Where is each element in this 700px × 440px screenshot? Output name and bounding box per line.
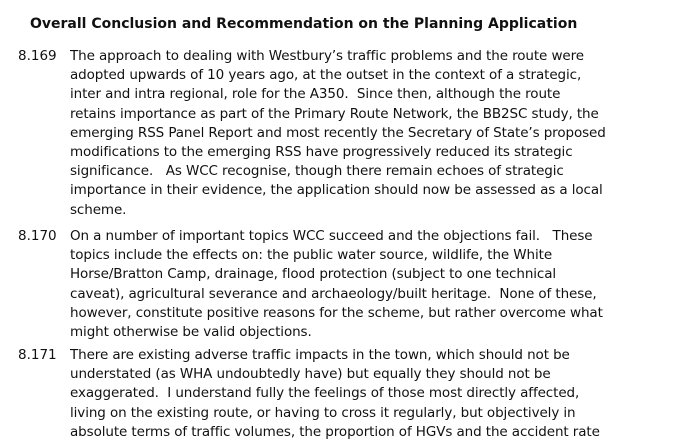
text-line: scheme. [70,201,127,218]
text-line: Horse/Bratton Camp, drainage, flood protection (subject to one technical [70,266,557,283]
text-line: modifications to the emerging RSS have progressively reduced its strategic [70,144,573,161]
text-line: understated (as WHA undoubtedly have) but equally they should not be [70,366,551,383]
section-heading: Overall Conclusion and Recommendation on the Planning Application [30,16,578,32]
text-line: On a number of important topics WCC succeed and the objections fail. These [70,228,593,244]
text-line: significance. As WCC recognise, though there remain echoes of strategic [70,163,564,180]
text-line: might otherwise be valid objections. [70,324,312,341]
text-line: emerging RSS Panel Report and most recently the Secretary of State’s proposed [70,124,606,141]
text-line: living on the existing route, or having to cross it regularly, but objectively in [70,404,576,421]
paragraph-text [70,47,695,220]
text-line: adopted upwards of 10 years ago, at the outset in the context of a strategic, [70,67,582,84]
paragraph-number: 8.169 [18,48,57,64]
text-line: caveat), agricultural severance and archaeology/built heritage. None of these, [70,285,597,302]
text-line: importance in their evidence, the application should now be assessed as a local [70,182,603,199]
text-line: retains importance as part of the Primary Route Network, the BB2SC study, the [70,105,599,122]
text-line: exaggerated. I understand fully the feelings of those most directly affected, [70,385,580,402]
paragraph-number: 8.171 [18,347,57,363]
text-line: There are existing adverse traffic impacts in the town, which should not be [70,347,570,363]
paragraph-number: 8.170 [18,228,57,244]
text-line: topics include the effects on: the public water source, wildlife, the White [70,247,553,264]
paragraph-text [70,227,695,342]
text-line: absolute terms of traffic volumes, the proportion of HGVs and the accident rate [70,423,600,440]
text-line: The approach to dealing with Westbury’s traffic problems and the route were [70,48,584,64]
text-line: inter and intra regional, role for the A350. Since then, although the route [70,86,561,103]
text-line: however, constitute positive reasons for the scheme, but rather overcome what [70,304,603,321]
paragraph-text [70,346,695,440]
